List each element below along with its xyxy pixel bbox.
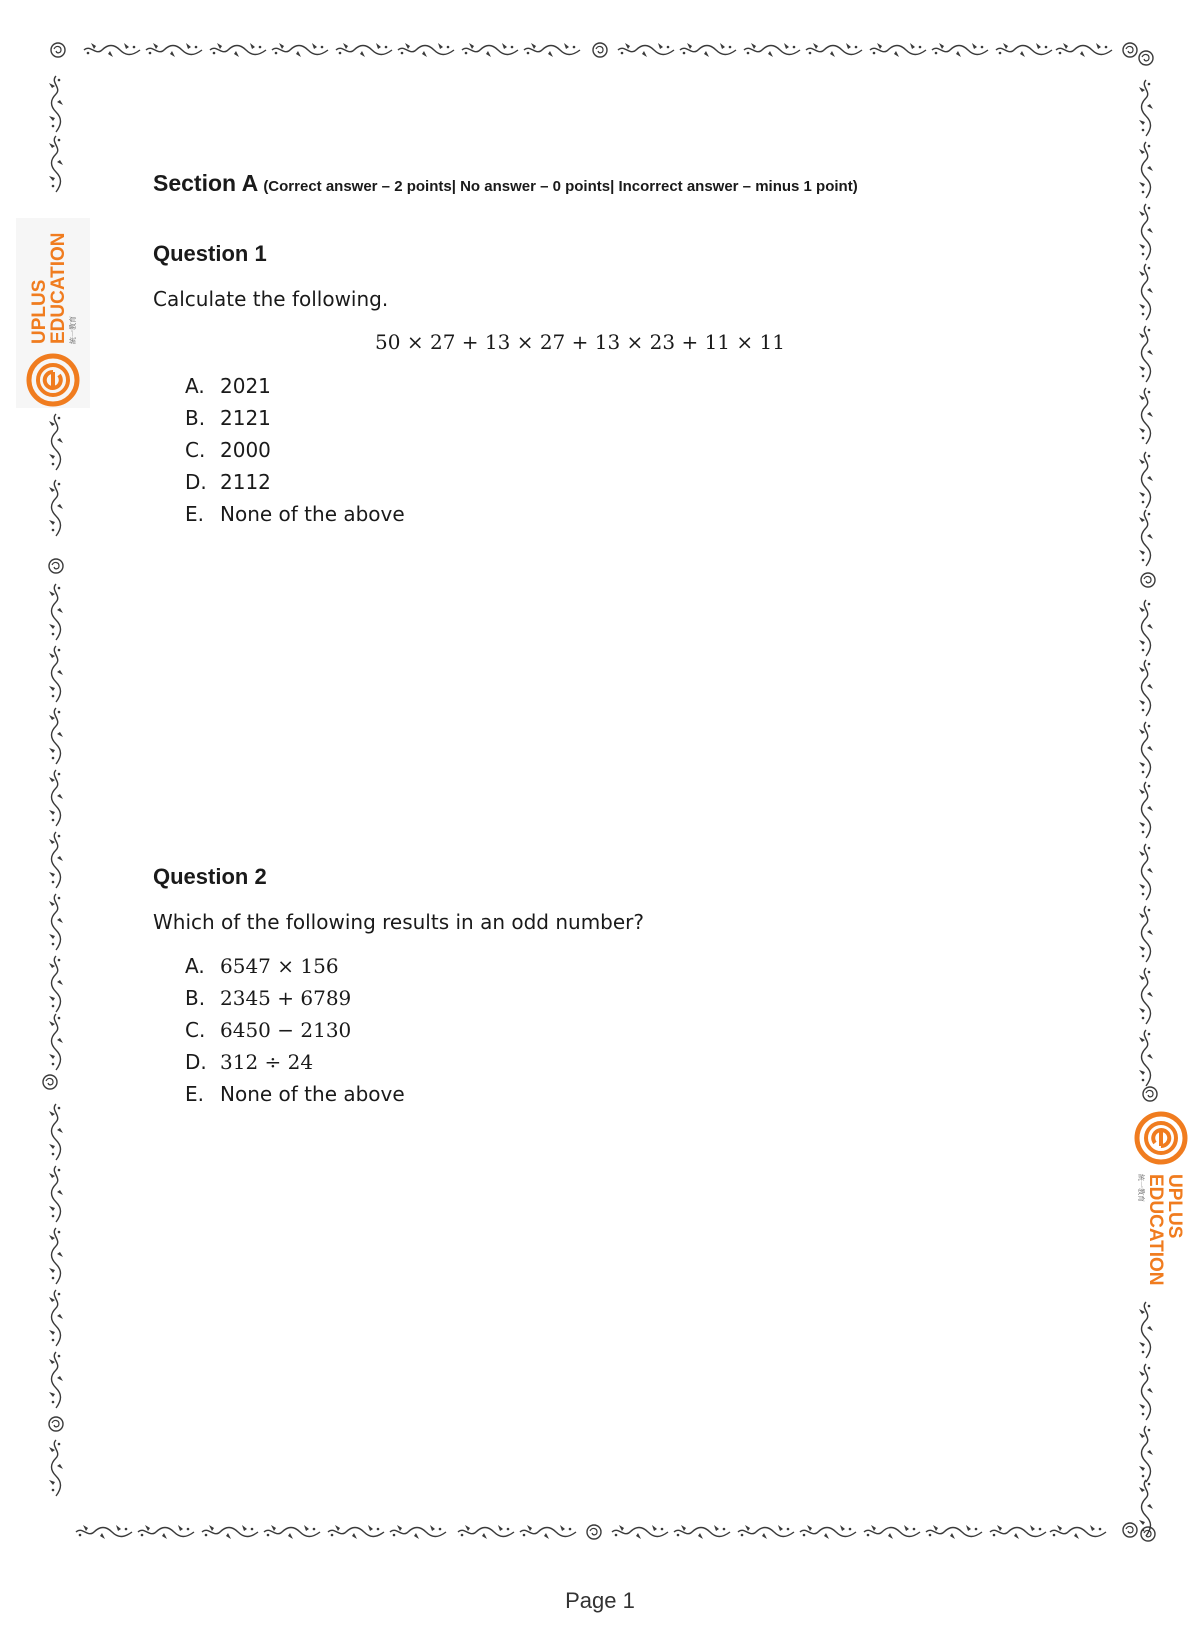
question-2-options xyxy=(185,954,405,1114)
option-letter: C. xyxy=(185,1018,206,1042)
option-letter: C. xyxy=(185,438,206,462)
page-number: Page 1 xyxy=(565,1588,635,1613)
logo-word-education: EDUCATION xyxy=(1145,1174,1167,1286)
option-item xyxy=(185,1082,405,1114)
option-letter: A. xyxy=(185,954,205,978)
option-item xyxy=(185,502,405,534)
option-text: 2121 xyxy=(220,406,271,430)
option-item xyxy=(185,986,405,1018)
option-letter: B. xyxy=(185,986,206,1010)
option-letter: D. xyxy=(185,470,207,494)
option-item xyxy=(185,954,405,986)
option-letter: E. xyxy=(185,502,204,526)
option-item xyxy=(185,470,405,502)
logo-word-uplus: UPLUS xyxy=(1164,1174,1186,1239)
logo-word-uplus: UPLUS xyxy=(28,279,50,344)
option-text: 2000 xyxy=(220,438,271,462)
option-text: 2112 xyxy=(220,470,271,494)
swirl-logo-icon xyxy=(25,352,81,408)
logo-subtitle: 統一教育 xyxy=(68,316,77,344)
question-1-options xyxy=(185,374,405,534)
uplus-education-logo-right xyxy=(1124,1110,1198,1300)
swirl-logo-icon xyxy=(1133,1110,1189,1166)
section-header xyxy=(153,170,858,197)
section-title: Section A xyxy=(153,170,259,196)
section-scoring-rule: (Correct answer – 2 points| No answer – 0 points| Incorrect answer – minus 1 point) xyxy=(263,178,858,195)
logo-subtitle: 統一教育 xyxy=(1137,1174,1146,1202)
question-2-prompt: Which of the following results in an odd number? xyxy=(153,910,645,934)
option-text: None of the above xyxy=(220,502,405,526)
option-text: 6450 − 2130 xyxy=(220,1018,352,1042)
option-text: 6547 × 156 xyxy=(220,954,339,978)
option-item xyxy=(185,438,405,470)
option-text: 2345 + 6789 xyxy=(220,986,352,1010)
option-text: 2021 xyxy=(220,374,271,398)
option-item xyxy=(185,1050,405,1082)
option-letter: B. xyxy=(185,406,206,430)
question-2-title: Question 2 xyxy=(153,864,267,889)
logo-word-education: EDUCATION xyxy=(47,232,69,344)
question-1-prompt: Calculate the following. xyxy=(153,287,389,311)
option-item xyxy=(185,374,405,406)
option-item xyxy=(185,406,405,438)
question-1-title: Question 1 xyxy=(153,241,267,266)
option-letter: A. xyxy=(185,374,205,398)
option-item xyxy=(185,1018,405,1050)
uplus-education-logo xyxy=(16,218,90,408)
option-text: None of the above xyxy=(220,1082,405,1106)
option-letter: E. xyxy=(185,1082,204,1106)
question-1-expression: 50 × 27 + 13 × 27 + 13 × 23 + 11 × 11 xyxy=(375,330,785,354)
option-text: 312 ÷ 24 xyxy=(220,1050,314,1074)
option-letter: D. xyxy=(185,1050,207,1074)
